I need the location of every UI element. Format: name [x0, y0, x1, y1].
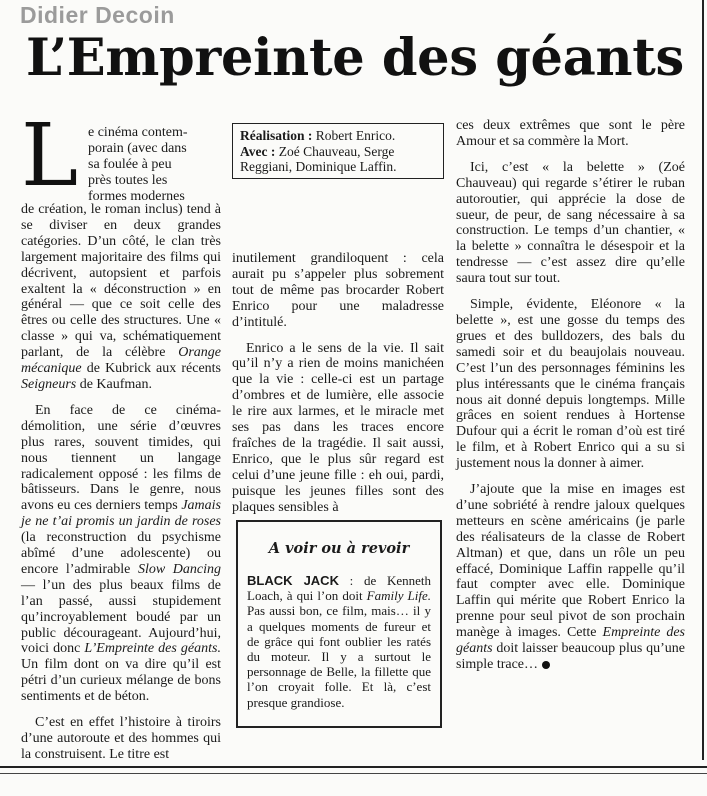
- lead-line: porain (avec dans: [88, 140, 187, 156]
- paragraph-intro: de création, le roman inclus) tend à se diviser en deux grandes catégories. D’un côté, le clan très largement majoritaire des films qui décrivent, autopsient et parfois exaltent la « déconstruction » en général — que ce soit celle des êtres ou celle des structures. Une « classe » qui va, schématiquement parlant, de la célèbre Orange mécanique de Kubrick aux récents Seigneurs de Kaufman.: [21, 202, 221, 392]
- column-3: [456, 118, 685, 673]
- column-2: [232, 251, 444, 516]
- credits-direction-label: Réalisation :: [240, 128, 313, 143]
- paragraph-5: Enrico a le sens de la vie. Il sait qu’il n’y a rien de moins manichéen que la vie : celle-ci est un partage d’ombres et de lumière, elle associe le rire aux larmes, et le miracle met ses pas dans les traces encore fraîches de la tragédie. Il sait aussi, Enrico, que le plus sûr regard est celui d’une jeune fille : eh oui, pardi, puisque les jeunes filles sont des plaques sensibles à: [232, 340, 444, 515]
- end-mark-icon: [542, 661, 550, 669]
- paragraph-8: Simple, évidente, Eléonore « la belette », est une gosse du temps des grues et des bulldozers, des bals du samedi soir et du beaujolais nouveau. C’est l’un des personnages féminins les plus intéressants que le cinéma français nous ait donné depuis longtemps. Mille grâces en soient rendues à Hortense Dufour qui a écrit le roman d’où est tiré le film, et à Robert Enrico qui a su si justement nous la donner à aimer.: [456, 297, 685, 472]
- author-name: Didier Decoin: [20, 2, 175, 28]
- frame-rule-bottom-thin: [0, 773, 707, 774]
- frame-rule-right: [702, 0, 704, 760]
- lead-line: e cinéma contem-: [88, 125, 188, 140]
- credits-cast-label: Avec :: [240, 143, 276, 159]
- lead-line: sa foulée à peu: [88, 156, 172, 172]
- paragraph-4: inutilement grandiloquent : cela aurait pu s’appeler plus sobrement tout de même pas brocarder Robert Enrico pour une maladresse d’intitulé.: [232, 251, 444, 330]
- sidebar-text: BLACK JACK : de Kenneth Loach, à qui l’on doit Family Life. Pas aussi bon, ce film, mais… il y a quelques moments de fureur et de grâce qui font oublier les ratés du moteur. Il y a surtout le personnage de Belle, la fillette que l’on croyait folle. Et là, c’est presque grandiose.: [247, 573, 432, 710]
- paragraph-9: J’ajoute que la mise en images est d’une sobriété à rendre jaloux quelques metteurs en scène américains (je parle des réalisateurs de la classe de Robert Altman) et que, dans un rôle un peu effacé, Dominique Laffin rappelle qu’il faut compter avec elle. Dominique Laffin qui mérite que Robert Enrico la prenne pour seul pivot de son prochain manège à images. Cette Empreinte des géants doit laisser beaucoup plus qu’une simple trace…: [456, 482, 685, 672]
- sidebar-title: A voir ou à revoir: [268, 540, 410, 557]
- credits-box: [232, 123, 444, 179]
- article-title: L’Empreinte des géants: [26, 28, 684, 88]
- lead-line: formes modernes: [88, 188, 185, 204]
- column-1: [21, 123, 221, 763]
- paragraph-3: C’est en effet l’histoire à tiroirs d’une autoroute et des hommes qui la construisent. Le titre est: [21, 715, 221, 762]
- paragraph-2: En face de ce cinéma-démolition, une série d’œuvres plus rares, souvent timides, qui nous tiennent un langage radicalement opposé : les films de bâtisseurs. Dans le genre, nous avons eu ces derniers temps Jamais je ne t’ai promis un jardin de roses (la reconstruction du psychisme abîmé d’une adolescente) ou encore l’admirable Slow Dancing — l’un des plus beaux films de l’an passé, aussi stupidement qu’incroyablement boudé par un public décourageant. Aujourd’hui, voici donc L’Empreinte des géants. Un film dont on va dire qu’il est pétri d’un curieux mélange de bons sentiments et de béton.: [21, 402, 221, 705]
- drop-cap: L: [21, 106, 79, 206]
- credits-cast-value: Zoé Chauveau, Serge Reggiani, Dominique Laffin.: [240, 143, 397, 174]
- credits-direction-value: Robert Enrico.: [312, 128, 396, 143]
- lead-line: près toutes les: [88, 172, 168, 188]
- paragraph-7: Ici, c’est « la belette » (Zoé Chauveau) qui regarde s’étirer le ruban autoroutier, qui apprécie la dose de sueur, de peur, de sang nécessaire à sa construction. Le temps d’un chantier, « la belette » connaîtra le désespoir et la tendresse — c’est assez dire qu’elle saura tout sur tout.: [456, 159, 685, 287]
- paragraph-6: ces deux extrêmes que sont le père Amour et sa commère la Mort.: [456, 118, 685, 149]
- sidebar-box: [236, 520, 442, 728]
- frame-rule-bottom: [0, 766, 707, 768]
